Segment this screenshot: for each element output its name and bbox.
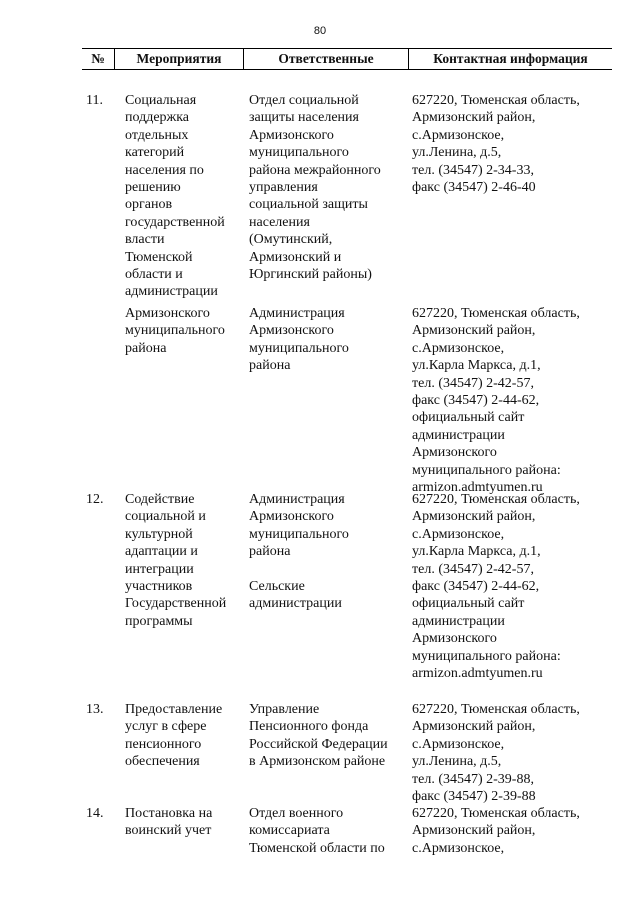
cell-line: муниципального района: bbox=[412, 648, 561, 664]
cell-line: официальный сайт bbox=[412, 596, 525, 612]
cell-line: Армизонский район, bbox=[412, 823, 536, 839]
header-num: № bbox=[91, 51, 105, 66]
cell-line: отдельных bbox=[125, 127, 189, 143]
cell-line: поддержка bbox=[125, 110, 190, 126]
cell-line: Отдел социальной bbox=[249, 93, 359, 108]
cell-line: Армизонского bbox=[412, 445, 497, 461]
event-cell bbox=[125, 701, 245, 771]
responsible-cell bbox=[249, 701, 409, 771]
cell-line: пенсионного bbox=[125, 736, 202, 752]
cell-line: обеспечения bbox=[125, 754, 200, 770]
cell-line: ул.Карла Маркса, д.1, bbox=[412, 544, 541, 560]
responsible-cell bbox=[249, 805, 409, 857]
cell-line: с.Армизонское, bbox=[412, 127, 505, 143]
cell-line: тел. (34547) 2-34-33, bbox=[412, 162, 534, 178]
cell-line: услуг в сфере bbox=[125, 719, 207, 735]
header-contact: Контактная информация bbox=[433, 51, 588, 66]
cell-line: социальной защиты bbox=[249, 197, 368, 213]
cell-line: ул.Ленина, д.5, bbox=[412, 754, 502, 770]
contact-cell bbox=[412, 92, 627, 196]
cell-line: Администрация bbox=[249, 492, 345, 507]
cell-line: Армизонского bbox=[249, 127, 334, 143]
cell-line: Пенсионного фонда bbox=[249, 719, 369, 735]
cell-line: управления bbox=[249, 180, 318, 196]
cell-line: Тюменской bbox=[125, 249, 193, 265]
cell-line: категорий bbox=[125, 145, 185, 161]
contact-cell bbox=[412, 701, 627, 805]
cell-line: администрации bbox=[412, 427, 505, 443]
cell-line: администрации bbox=[249, 596, 342, 612]
cell-line: Армизонского bbox=[125, 306, 210, 321]
cell-line: Социальная bbox=[125, 93, 197, 108]
cell-line: решению bbox=[125, 180, 181, 196]
cell-line: Армизонский и bbox=[249, 249, 342, 265]
cell-line: Сельские bbox=[249, 579, 305, 595]
cell-line: области и bbox=[125, 267, 183, 283]
cell-line: района bbox=[249, 544, 291, 560]
cell-line: официальный сайт bbox=[412, 410, 525, 426]
cell-line: муниципального bbox=[249, 340, 349, 356]
cell-line: в Армизонском районе bbox=[249, 754, 386, 770]
cell-line: Государственной bbox=[125, 596, 227, 612]
page-number: 80 bbox=[313, 25, 327, 37]
cell-line: тел. (34547) 2-42-57, bbox=[412, 375, 534, 391]
cell-line: адаптации и bbox=[125, 544, 198, 560]
row-number: 14. bbox=[86, 806, 104, 821]
cell-line: муниципального района: bbox=[412, 462, 561, 478]
cell-line: с.Армизонское, bbox=[412, 736, 505, 752]
cell-line: населения bbox=[249, 214, 310, 230]
cell-line: муниципального bbox=[125, 323, 225, 339]
cell-line: 627220, Тюменская область, bbox=[412, 702, 580, 717]
cell-line: муниципального bbox=[249, 145, 349, 161]
cell-line: района bbox=[249, 358, 291, 374]
row-number: 13. bbox=[86, 702, 104, 717]
cell-line: участников bbox=[125, 579, 193, 595]
cell-line: Армизонского bbox=[412, 631, 497, 647]
cell-line: с.Армизонское, bbox=[412, 340, 505, 356]
contact-cell bbox=[412, 491, 627, 682]
cell-line: Армизонского bbox=[249, 509, 334, 525]
responsible-cell bbox=[249, 305, 409, 375]
row-number: 11. bbox=[86, 93, 103, 108]
cell-line: Армизонского bbox=[249, 323, 334, 339]
cell-line: Предоставление bbox=[125, 702, 223, 717]
table-header bbox=[82, 48, 612, 70]
cell-line: Тюменской области по bbox=[249, 840, 385, 856]
cell-line: 627220, Тюменская область, bbox=[412, 93, 580, 108]
cell-line: 627220, Тюменская область, bbox=[412, 806, 580, 821]
cell-line: Управление bbox=[249, 702, 320, 717]
cell-line: Армизонский район, bbox=[412, 110, 536, 126]
responsible-cell bbox=[249, 92, 409, 283]
contact-cell bbox=[412, 805, 627, 857]
cell-line: социальной и bbox=[125, 509, 206, 525]
cell-line: 627220, Тюменская область, bbox=[412, 492, 580, 507]
cell-line: Армизонский район, bbox=[412, 323, 536, 339]
cell-line: государственной bbox=[125, 214, 225, 230]
cell-line: Армизонский район, bbox=[412, 509, 536, 525]
cell-line: Администрация bbox=[249, 306, 345, 321]
cell-line: (Омутинский, bbox=[249, 232, 333, 248]
cell-line: власти bbox=[125, 232, 165, 248]
cell-line: с.Армизонское, bbox=[412, 526, 505, 542]
responsible-cell bbox=[249, 491, 409, 613]
cell-line: культурной bbox=[125, 526, 193, 542]
cell-line: ул.Ленина, д.5, bbox=[412, 145, 502, 161]
cell-line bbox=[249, 561, 409, 578]
event-cell bbox=[125, 305, 245, 357]
cell-line: администрации bbox=[125, 284, 218, 300]
cell-line: 627220, Тюменская область, bbox=[412, 306, 580, 321]
cell-line: комиссариата bbox=[249, 823, 330, 839]
cell-line: Отдел военного bbox=[249, 806, 344, 821]
header-events: Мероприятия bbox=[136, 51, 222, 66]
cell-line: района межрайонного bbox=[249, 162, 381, 178]
cell-line: Постановка на bbox=[125, 806, 213, 821]
row-number: 12. bbox=[86, 492, 104, 507]
cell-line: ул.Карла Маркса, д.1, bbox=[412, 358, 541, 374]
cell-line: тел. (34547) 2-42-57, bbox=[412, 561, 534, 577]
cell-line: защиты населения bbox=[249, 110, 359, 126]
cell-line: Юргинский районы) bbox=[249, 267, 372, 283]
cell-line: Российской Федерации bbox=[249, 736, 388, 752]
cell-line: тел. (34547) 2-39-88, bbox=[412, 771, 534, 787]
cell-line: факс (34547) 2-44-62, bbox=[412, 579, 540, 595]
cell-line: населения по bbox=[125, 162, 204, 178]
cell-line: Содействие bbox=[125, 492, 195, 507]
cell-line: органов bbox=[125, 197, 173, 213]
cell-line: факс (34547) 2-39-88 bbox=[412, 789, 536, 805]
event-cell bbox=[125, 805, 245, 840]
cell-line: факс (34547) 2-46-40 bbox=[412, 180, 536, 196]
cell-line: с.Армизонское, bbox=[412, 840, 505, 856]
cell-line: воинский учет bbox=[125, 823, 212, 839]
cell-line: муниципального bbox=[249, 526, 349, 542]
header-responsible: Ответственные bbox=[278, 51, 374, 66]
event-cell bbox=[125, 92, 245, 301]
cell-line: района bbox=[125, 340, 167, 356]
cell-line: интеграции bbox=[125, 561, 194, 577]
cell-line: факс (34547) 2-44-62, bbox=[412, 393, 540, 409]
cell-line: armizon.admtyumen.ru bbox=[412, 666, 543, 682]
cell-line: программы bbox=[125, 613, 193, 629]
contact-cell bbox=[412, 305, 627, 496]
cell-line: Армизонский район, bbox=[412, 719, 536, 735]
event-cell bbox=[125, 491, 245, 630]
cell-line: администрации bbox=[412, 613, 505, 629]
cell-line: armizon.admtyumen.ru bbox=[412, 480, 543, 496]
